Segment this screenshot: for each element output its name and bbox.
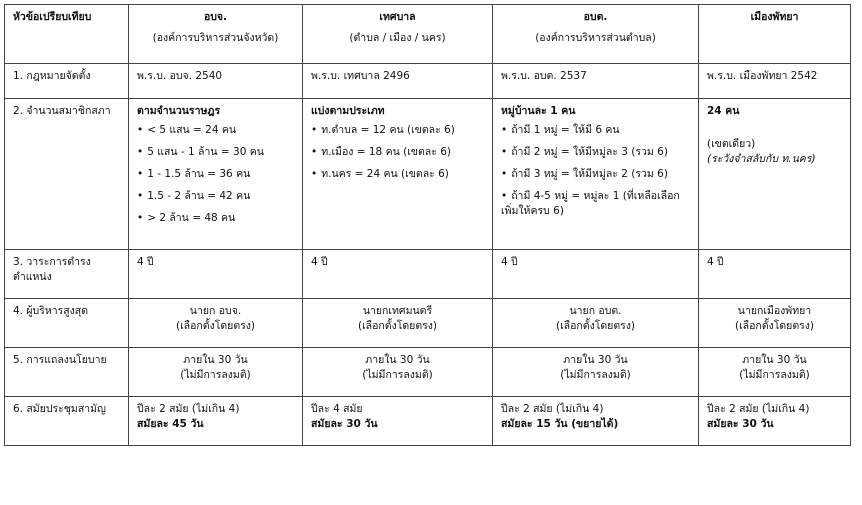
list-item: • ถ้ามี 4-5 หมู่ = หมู่ละ 1 (ที่เหลือเลือกเพิ่มให้ครบ 6) [501, 189, 690, 219]
cell-title: ภายใน 30 วัน [742, 354, 807, 366]
cell-municipality [303, 299, 493, 348]
cell-line: ปีละ 2 สมัย (ไม่เกิน 4) [707, 403, 810, 415]
list-item: • ท.ตำบล = 12 คน (เขตละ 6) [311, 123, 484, 138]
table-row-members [5, 99, 851, 250]
cell-municipality: พ.ร.บ. เทศบาล 2496 [303, 64, 493, 99]
header-title: อบจ. [203, 11, 228, 23]
cell-pattaya: พ.ร.บ. เมืองพัทยา 2542 [699, 64, 851, 99]
header-municipality [303, 5, 493, 64]
header-pattaya [699, 5, 851, 64]
table-row-law [5, 64, 851, 99]
cell-pao [129, 299, 303, 348]
cell-note: (ระวังจำสลับกับ ท.นคร) [707, 153, 816, 165]
bullet-list [501, 123, 690, 219]
table-row-term [5, 250, 851, 299]
cell-title: ภายใน 30 วัน [183, 354, 248, 366]
cell-sub: (ไม่มีการลงมติ) [362, 369, 433, 381]
cell-line: สมัยละ 45 วัน [137, 418, 204, 430]
cell-sub: (เลือกตั้งโดยตรง) [175, 320, 256, 332]
header-subtitle: (องค์การบริหารส่วนตำบล) [535, 32, 656, 44]
header-subtitle: (ตำบล / เมือง / นคร) [349, 32, 446, 44]
cell-title: นายก อบจ. [189, 305, 242, 317]
header-title: เมืองพัทยา [750, 11, 799, 23]
list-item: • 1 - 1.5 ล้าน = 36 คน [137, 167, 294, 182]
header-sao [493, 5, 699, 64]
list-item: • ถ้ามี 1 หมู่ = ให้มี 6 คน [501, 123, 690, 138]
cell-line: สมัยละ 30 วัน [707, 418, 774, 430]
cell-municipality [303, 397, 493, 446]
cell-sao: 4 ปี [493, 250, 699, 299]
cell-sao [493, 99, 699, 250]
cell-pattaya: 4 ปี [699, 250, 851, 299]
row-label: 2. จำนวนสมาชิกสภา [5, 99, 129, 250]
cell-municipality [303, 99, 493, 250]
row-label: 5. การแถลงนโยบาย [5, 348, 129, 397]
cell-line: (เขตเดียว) [707, 138, 756, 150]
header-topic [5, 5, 129, 64]
cell-heading: หมู่บ้านละ 1 คน [501, 105, 576, 117]
header-title: เทศบาล [379, 11, 416, 23]
cell-heading: แบ่งตามประเภท [311, 105, 385, 117]
cell-sub: (ไม่มีการลงมติ) [560, 369, 631, 381]
cell-pattaya [699, 348, 851, 397]
cell-title: ภายใน 30 วัน [365, 354, 430, 366]
list-item: • < 5 แสน = 24 คน [137, 123, 294, 138]
cell-pao [129, 348, 303, 397]
list-item: • 1.5 - 2 ล้าน = 42 คน [137, 189, 294, 204]
cell-sao [493, 299, 699, 348]
list-item: • > 2 ล้าน = 48 คน [137, 211, 294, 226]
cell-pao [129, 397, 303, 446]
cell-line: สมัยละ 30 วัน [311, 418, 378, 430]
row-label: 1. กฎหมายจัดตั้ง [5, 64, 129, 99]
cell-line: ปีละ 2 สมัย (ไม่เกิน 4) [501, 403, 604, 415]
cell-line: สมัยละ 15 วัน (ขยายได้) [501, 418, 619, 430]
cell-sub: (เลือกตั้งโดยตรง) [734, 320, 815, 332]
cell-pattaya [699, 397, 851, 446]
header-pao [129, 5, 303, 64]
cell-sub: (ไม่มีการลงมติ) [180, 369, 251, 381]
cell-line: ปีละ 4 สมัย [311, 403, 363, 415]
cell-municipality [303, 348, 493, 397]
list-item: • ถ้ามี 2 หมู่ = ให้มีหมู่ละ 3 (รวม 6) [501, 145, 690, 160]
cell-title: ภายใน 30 วัน [563, 354, 628, 366]
row-label: 4. ผู้บริหารสูงสุด [5, 299, 129, 348]
table-row-executive [5, 299, 851, 348]
header-title: อบต. [583, 11, 608, 23]
row-label: 6. สมัยประชุมสามัญ [5, 397, 129, 446]
header-title: หัวข้อเปรียบเทียบ [13, 11, 92, 23]
cell-sub: (ไม่มีการลงมติ) [739, 369, 810, 381]
cell-title: นายก อบต. [569, 305, 622, 317]
cell-heading: ตามจำนวนราษฎร [137, 105, 221, 117]
cell-sao [493, 397, 699, 446]
cell-pattaya [699, 299, 851, 348]
cell-title: นายกเทศมนตรี [362, 305, 433, 317]
list-item: • 5 แสน - 1 ล้าน = 30 คน [137, 145, 294, 160]
list-item: • ถ้ามี 3 หมู่ = ให้มีหมู่ละ 2 (รวม 6) [501, 167, 690, 182]
cell-sao: พ.ร.บ. อบต. 2537 [493, 64, 699, 99]
list-item: • ท.เมือง = 18 คน (เขตละ 6) [311, 145, 484, 160]
row-label: 3. วาระการดำรงตำแหน่ง [5, 250, 129, 299]
header-row [5, 5, 851, 64]
cell-municipality: 4 ปี [303, 250, 493, 299]
note-text: ระวังจำสลับกับ ท.นคร [711, 153, 812, 165]
cell-line: ปีละ 2 สมัย (ไม่เกิน 4) [137, 403, 240, 415]
table-row-session [5, 397, 851, 446]
cell-pao: พ.ร.บ. อบจ. 2540 [129, 64, 303, 99]
bullet-list [137, 123, 294, 226]
cell-title: นายกเมืองพัทยา [737, 305, 812, 317]
bullet-list [311, 123, 484, 182]
comparison-table [4, 4, 851, 446]
cell-sao [493, 348, 699, 397]
table-row-policy [5, 348, 851, 397]
cell-pattaya [699, 99, 851, 250]
cell-sub: (เลือกตั้งโดยตรง) [357, 320, 438, 332]
cell-pao: 4 ปี [129, 250, 303, 299]
header-subtitle: (องค์การบริหารส่วนจังหวัด) [152, 32, 279, 44]
list-item: • ท.นคร = 24 คน (เขตละ 6) [311, 167, 484, 182]
cell-pao [129, 99, 303, 250]
cell-sub: (เลือกตั้งโดยตรง) [555, 320, 636, 332]
cell-heading: 24 คน [707, 105, 740, 117]
